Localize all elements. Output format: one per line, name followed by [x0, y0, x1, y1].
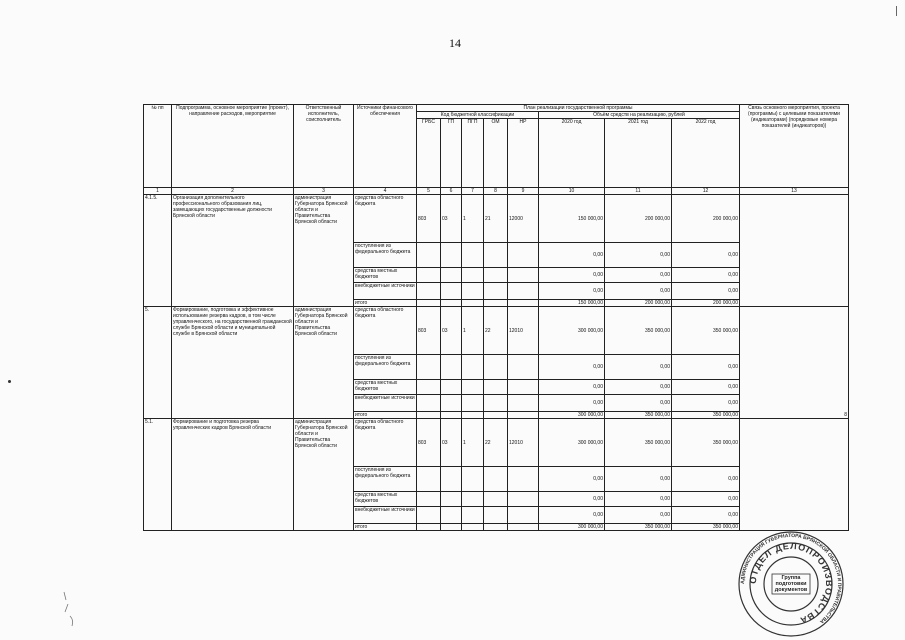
code-grbs: 803	[417, 419, 441, 467]
item-number: 5.1.	[144, 419, 172, 531]
code-grbs: 803	[417, 307, 441, 355]
source-regional: средства областного бюджета	[354, 195, 417, 243]
source-total: итого	[354, 412, 417, 419]
column-numbers-row	[144, 188, 849, 195]
amount-2022: 0,00	[672, 268, 740, 283]
stamp-outer-text: АДМИНИСТРАЦИЯ ГУБЕРНАТОРА БРЯНСКОЙ ОБЛАСТИ И ПРАВИТЕЛЬСТВА	[739, 532, 843, 625]
amount-2021: 0,00	[605, 395, 672, 412]
table-row	[144, 195, 849, 243]
amount-2022: 350 000,00	[672, 307, 740, 355]
amount-2020: 0,00	[539, 492, 605, 507]
amount-2021: 0,00	[605, 380, 672, 395]
source-local: средства местных бюджетов	[354, 492, 417, 507]
source-offbudget: внебюджетные источники	[354, 395, 417, 412]
source-federal: поступления из федерального бюджета	[354, 355, 417, 380]
indicator-link	[740, 195, 849, 307]
colnum: 11	[605, 188, 672, 195]
amount-2021: 0,00	[605, 355, 672, 380]
program-item-5-1	[144, 419, 849, 531]
header-link: Связь основного мероприятия, проекта (программы) с целевыми показателями (индикаторами) (порядковые номера показателей (индикаторов))	[740, 105, 849, 188]
source-offbudget: внебюджетные источники	[354, 283, 417, 300]
amount-2022: 0,00	[672, 355, 740, 380]
stamp-center-text: Группа подготовки документов	[774, 575, 808, 593]
amount-2020: 150 000,00	[539, 195, 605, 243]
table-header	[144, 105, 849, 195]
program-plan-table	[143, 104, 849, 531]
colnum: 5	[417, 188, 441, 195]
header-num: № пп	[144, 105, 172, 188]
total-2022: 350 000,00	[672, 412, 740, 419]
amount-2021: 200 000,00	[605, 195, 672, 243]
program-item-5	[144, 307, 849, 419]
amount-2022: 200 000,00	[672, 195, 740, 243]
scan-dot	[8, 380, 11, 383]
table-row	[144, 419, 849, 467]
source-local: средства местных бюджетов	[354, 268, 417, 283]
code-nr: 12010	[508, 307, 539, 355]
amount-2020: 300 000,00	[539, 419, 605, 467]
amount-2022: 0,00	[672, 467, 740, 492]
header-code-gp: ГП	[441, 119, 462, 188]
colnum: 6	[441, 188, 462, 195]
header-sources: Источники финансового обеспечения	[354, 105, 417, 188]
source-federal: поступления из федерального бюджета	[354, 467, 417, 492]
program-item-4-1-5	[144, 195, 849, 307]
amount-2022: 350 000,00	[672, 419, 740, 467]
amount-2020: 0,00	[539, 467, 605, 492]
item-responsible: администрация Губернатора Брянской области и Правительства Брянской области	[294, 195, 354, 307]
amount-2022: 0,00	[672, 380, 740, 395]
colnum: 13	[740, 188, 849, 195]
page-number: 14	[449, 36, 461, 50]
amount-2020: 0,00	[539, 355, 605, 380]
item-responsible: администрация Губернатора Брянской области и Правительства Брянской области	[294, 419, 354, 531]
colnum: 3	[294, 188, 354, 195]
indicator-link: 8	[740, 307, 849, 419]
source-local: средства местных бюджетов	[354, 380, 417, 395]
header-subprogram: Подпрограмма, основное мероприятие (проект), направление расходов, мероприятие	[172, 105, 294, 188]
item-name: Организация дополнительного профессионального образования лиц, замещающих государственные должности Брянской области	[172, 195, 294, 307]
code-nr: 12010	[508, 419, 539, 467]
official-stamp	[732, 530, 850, 638]
header-code-nr: НР	[508, 119, 539, 188]
source-total: итого	[354, 524, 417, 531]
amount-2022: 0,00	[672, 492, 740, 507]
header-volume: Объём средств на реализацию, рублей	[539, 112, 740, 119]
colnum: 4	[354, 188, 417, 195]
total-2021: 200 000,00	[605, 300, 672, 307]
amount-2021: 350 000,00	[605, 307, 672, 355]
header-plan-title: План реализации государственной программы	[417, 105, 740, 112]
edge-mark	[896, 6, 897, 16]
item-name: Формирование и подготовка резерва управленческих кадров Брянской области	[172, 419, 294, 531]
colnum: 12	[672, 188, 740, 195]
header-year-2020: 2020 год	[539, 119, 605, 188]
header-year-2021: 2021 год	[605, 119, 672, 188]
colnum: 7	[462, 188, 484, 195]
source-total: итого	[354, 300, 417, 307]
amount-2020: 0,00	[539, 243, 605, 268]
amount-2022: 0,00	[672, 243, 740, 268]
total-2020: 300 000,00	[539, 524, 605, 531]
total-2022: 200 000,00	[672, 300, 740, 307]
colnum: 1	[144, 188, 172, 195]
pen-scribble	[60, 590, 80, 630]
item-name: Формирование, подготовка и эффективное использование резерва кадров, в том числе управленческого, на государственной гражданской службе Брянской области и муниципальной службе в Брянской области	[172, 307, 294, 419]
amount-2020: 0,00	[539, 507, 605, 524]
amount-2021: 0,00	[605, 283, 672, 300]
amount-2020: 0,00	[539, 268, 605, 283]
source-federal: поступления из федерального бюджета	[354, 243, 417, 268]
source-regional: средства областного бюджета	[354, 307, 417, 355]
total-2020: 300 000,00	[539, 412, 605, 419]
amount-2020: 0,00	[539, 283, 605, 300]
code-pgp: 1	[462, 195, 484, 243]
item-number: 4.1.5.	[144, 195, 172, 307]
source-offbudget: внебюджетные источники	[354, 507, 417, 524]
header-code-om: ОМ	[484, 119, 508, 188]
amount-2021: 0,00	[605, 507, 672, 524]
colnum: 8	[484, 188, 508, 195]
code-om: 22	[484, 307, 508, 355]
total-2021: 350 000,00	[605, 412, 672, 419]
amount-2021: 350 000,00	[605, 419, 672, 467]
code-om: 21	[484, 195, 508, 243]
amount-2021: 0,00	[605, 243, 672, 268]
amount-2021: 0,00	[605, 492, 672, 507]
total-2020: 150 000,00	[539, 300, 605, 307]
amount-2022: 0,00	[672, 507, 740, 524]
amount-2020: 0,00	[539, 380, 605, 395]
code-nr: 12000	[508, 195, 539, 243]
header-code-pgp: ПГП	[462, 119, 484, 188]
stamp-ring-text: ОТДЕЛ ДЕЛОПРОИЗВОДСТВА	[747, 540, 835, 626]
amount-2020: 0,00	[539, 395, 605, 412]
colnum: 2	[172, 188, 294, 195]
header-responsible: Ответственный исполнитель, соисполнитель	[294, 105, 354, 188]
header-budget-code: Код бюджетной классификации	[417, 112, 539, 119]
indicator-link	[740, 419, 849, 531]
header-code-grbs: ГРБС	[417, 119, 441, 188]
code-grbs: 803	[417, 195, 441, 243]
total-2022: 350 000,00	[672, 524, 740, 531]
header-year-2022: 2022 год	[672, 119, 740, 188]
amount-2021: 0,00	[605, 268, 672, 283]
total-2021: 350 000,00	[605, 524, 672, 531]
code-pgp: 1	[462, 419, 484, 467]
code-gp: 03	[441, 419, 462, 467]
item-number: 5.	[144, 307, 172, 419]
amount-2020: 300 000,00	[539, 307, 605, 355]
amount-2022: 0,00	[672, 395, 740, 412]
colnum: 9	[508, 188, 539, 195]
item-responsible: администрация Губернатора Брянской области и Правительства Брянской области	[294, 307, 354, 419]
amount-2021: 0,00	[605, 467, 672, 492]
code-om: 22	[484, 419, 508, 467]
amount-2022: 0,00	[672, 283, 740, 300]
colnum: 10	[539, 188, 605, 195]
code-gp: 03	[441, 307, 462, 355]
code-gp: 03	[441, 195, 462, 243]
table-row	[144, 307, 849, 355]
source-regional: средства областного бюджета	[354, 419, 417, 467]
code-pgp: 1	[462, 307, 484, 355]
